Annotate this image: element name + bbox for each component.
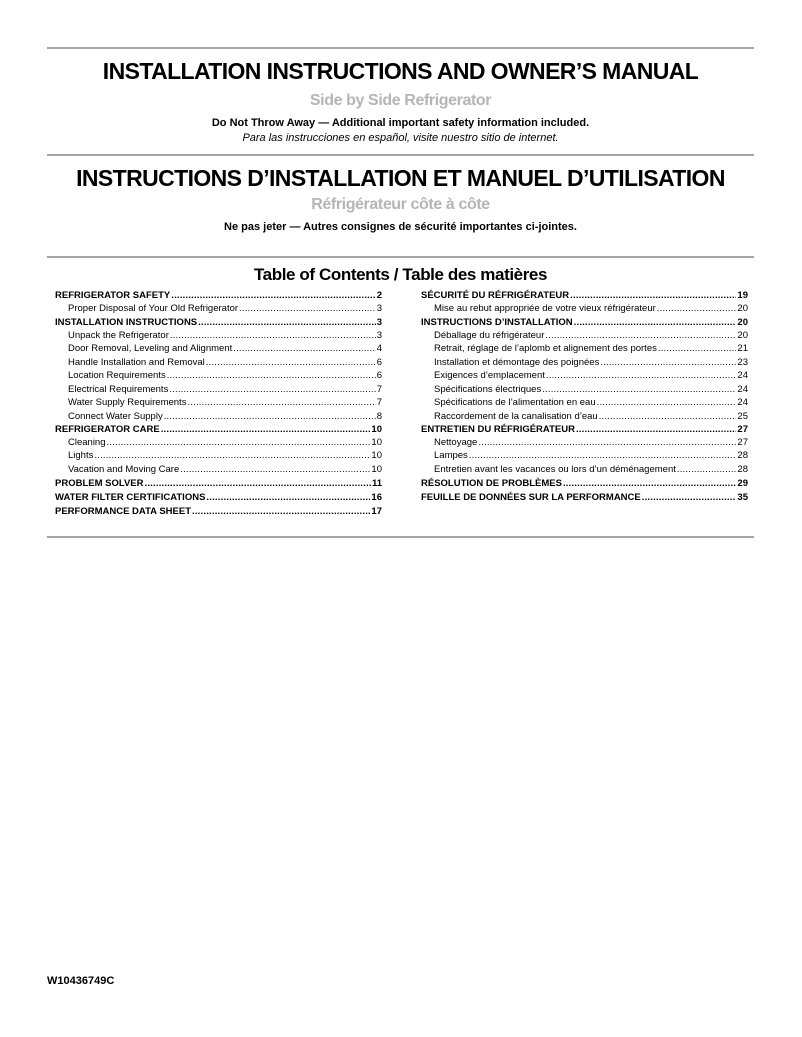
toc-entry-page: 25	[737, 411, 748, 422]
toc-entry-page: 16	[371, 492, 382, 503]
toc-entry-page: 20	[737, 330, 748, 341]
toc-entry[interactable]	[434, 384, 748, 396]
toc-leader-dots	[206, 357, 376, 369]
toc-entry[interactable]	[434, 397, 748, 409]
toc-leader-dots	[597, 397, 737, 409]
toc-entry-text: Electrical Requirements	[68, 384, 169, 395]
toc-entry[interactable]	[434, 330, 748, 342]
toc-entry-page: 24	[737, 397, 748, 408]
toc-entry-page: 35	[737, 492, 748, 503]
toc-entry-text: FEUILLE DE DONNÉES SUR LA PERFORMANCE	[421, 492, 641, 503]
toc-leader-dots	[542, 384, 736, 396]
toc-entry-page: 10	[371, 464, 382, 475]
toc-leader-dots	[169, 384, 375, 396]
toc-entry[interactable]	[434, 411, 748, 423]
toc-entry-page: 7	[376, 397, 382, 408]
toc-leader-dots	[469, 450, 737, 462]
toc-entry[interactable]	[68, 303, 382, 315]
toc-entry-page: 7	[376, 384, 382, 395]
toc-leader-dots	[107, 437, 371, 449]
toc-entry[interactable]	[68, 464, 382, 476]
toc-leader-dots	[570, 290, 736, 302]
toc-entry[interactable]	[68, 343, 382, 355]
toc-entry[interactable]	[421, 424, 748, 436]
toc-entry[interactable]	[434, 450, 748, 462]
toc-entry[interactable]	[55, 424, 382, 436]
toc-entry[interactable]	[68, 330, 382, 342]
toc-leader-dots	[546, 370, 737, 382]
toc-leader-dots	[563, 478, 736, 490]
toc-entry-text: Cleaning	[68, 437, 106, 448]
document-number: W10436749C	[47, 975, 115, 987]
toc-leader-dots	[206, 492, 370, 504]
toc-entry-text: Location Requirements	[68, 370, 166, 381]
toc-entry[interactable]	[55, 492, 382, 504]
toc-entry-text: REFRIGERATOR CARE	[55, 424, 160, 435]
toc-entry-page: 3	[376, 317, 382, 328]
toc-title: Table of Contents / Table des matières	[253, 265, 548, 284]
toc-leader-dots	[657, 303, 737, 315]
toc-entry[interactable]	[434, 303, 748, 315]
toc-entry[interactable]	[434, 357, 748, 369]
toc-entry-text: Door Removal, Leveling and Alignment	[68, 343, 233, 354]
toc-leader-dots	[677, 464, 737, 476]
toc-leader-dots	[576, 424, 736, 436]
toc-entry-page: 8	[376, 411, 382, 422]
bottom-rule	[47, 536, 754, 538]
toc-entry-text: Water Supply Requirements	[68, 397, 187, 408]
toc-leader-dots	[164, 411, 376, 423]
toc-entry-text: Mise au rebut appropriée de votre vieux réfrigérateur	[434, 303, 656, 314]
toc-entry-text: PROBLEM SOLVER	[55, 478, 144, 489]
toc-entry-text: Handle Installation and Removal	[68, 357, 205, 368]
toc-leader-dots	[574, 317, 737, 329]
toc-entry-page: 10	[371, 437, 382, 448]
toc-entry[interactable]	[68, 450, 382, 462]
spanish-note: Para las instrucciones en español, visite nuestro sitio de internet.	[242, 132, 559, 144]
toc-entry-text: ENTRETIEN DU RÉFRIGÉRATEUR	[421, 424, 575, 435]
title-french: INSTRUCTIONS D’INSTALLATION ET MANUEL D’UTILISATION	[76, 165, 725, 191]
toc-leader-dots	[658, 343, 737, 355]
toc-entry-page: 21	[737, 343, 748, 354]
toc-entry-text: REFRIGERATOR SAFETY	[55, 290, 171, 301]
toc-leader-dots	[192, 506, 370, 518]
toc-entry[interactable]	[68, 357, 382, 369]
toc-entry-page: 20	[737, 317, 748, 328]
toc-entry[interactable]	[421, 478, 748, 490]
toc-leader-dots	[187, 397, 375, 409]
middle-rule-1	[47, 154, 754, 156]
toc-entry-page: 20	[737, 303, 748, 314]
toc-leader-dots	[145, 478, 371, 490]
toc-leader-dots	[478, 437, 736, 449]
toc-entry-page: 24	[737, 370, 748, 381]
title-english: INSTALLATION INSTRUCTIONS AND OWNER’S MANUAL	[102, 58, 699, 84]
toc-leader-dots	[94, 450, 370, 462]
toc-entry-text: Déballage du réfrigérateur	[434, 330, 545, 341]
toc-entry[interactable]	[55, 506, 382, 518]
toc-entry-page: 29	[737, 478, 748, 489]
toc-leader-dots	[642, 492, 737, 504]
toc-entry-text: Unpack the Refrigerator	[68, 330, 169, 341]
notice-french: Ne pas jeter — Autres consignes de sécurité importantes ci-jointes.	[224, 221, 577, 233]
toc-entry[interactable]	[434, 343, 748, 355]
toc-entry[interactable]	[421, 317, 748, 329]
toc-entry-text: Lights	[68, 450, 94, 461]
toc-leader-dots	[545, 330, 736, 342]
toc-entry-page: 19	[737, 290, 748, 301]
toc-leader-dots	[198, 317, 376, 329]
subtitle-english: Side by Side Refrigerator	[309, 92, 492, 109]
toc-entry-text: Installation et démontage des poignées	[434, 357, 600, 368]
toc-entry-page: 10	[371, 450, 382, 461]
toc-entry-page: 6	[376, 357, 382, 368]
toc-entry-page: 10	[371, 424, 382, 435]
top-rule	[47, 47, 754, 49]
toc-entry-text: RÉSOLUTION DE PROBLÈMES	[421, 478, 562, 489]
toc-entry-page: 2	[376, 290, 382, 301]
toc-entry[interactable]	[68, 384, 382, 396]
toc-entry-text: SÉCURITÉ DU RÉFRIGÉRATEUR	[421, 290, 570, 301]
toc-leader-dots	[599, 411, 737, 423]
toc-entry-text: Vacation and Moving Care	[68, 464, 180, 475]
toc-entry-page: 17	[371, 506, 382, 517]
toc-entry-page: 3	[376, 303, 382, 314]
toc-leader-dots	[167, 370, 376, 382]
toc-entry[interactable]	[68, 397, 382, 409]
toc-entry-page: 28	[737, 450, 748, 461]
toc-leader-dots	[239, 303, 376, 315]
middle-rule-2	[47, 256, 754, 258]
toc-entry-page: 24	[737, 384, 748, 395]
toc-entry-text: Raccordement de la canalisation d’eau	[434, 411, 598, 422]
toc-entry-text: WATER FILTER CERTIFICATIONS	[55, 492, 206, 503]
toc-entry[interactable]	[55, 317, 382, 329]
toc-entry[interactable]	[55, 478, 382, 490]
toc-entry-page: 4	[376, 343, 382, 354]
toc-entry[interactable]	[68, 370, 382, 382]
toc-entry[interactable]	[434, 437, 748, 449]
toc-entry-text: INSTALLATION INSTRUCTIONS	[55, 317, 198, 328]
toc-entry[interactable]	[68, 411, 382, 423]
toc-entry-text: Lampes	[434, 450, 468, 461]
toc-entry-text: PERFORMANCE DATA SHEET	[55, 506, 191, 517]
toc-leader-dots	[170, 330, 376, 342]
toc-entry-text: Spécifications de l’alimentation en eau	[434, 397, 596, 408]
toc-entry-text: Connect Water Supply	[68, 411, 163, 422]
toc-entry[interactable]	[434, 464, 748, 476]
toc-leader-dots	[161, 424, 371, 436]
toc-entry[interactable]	[68, 437, 382, 449]
toc-leader-dots	[233, 343, 375, 355]
toc-entry-text: Proper Disposal of Your Old Refrigerator	[68, 303, 239, 314]
toc-entry-text: Nettoyage	[434, 437, 478, 448]
toc-entry[interactable]	[421, 290, 748, 302]
toc-entry-text: Retrait, réglage de l’aplomb et alignement des portes	[434, 343, 657, 354]
toc-entry[interactable]	[434, 370, 748, 382]
toc-entry-page: 28	[737, 464, 748, 475]
toc-entry-page: 6	[376, 370, 382, 381]
notice-english: Do Not Throw Away — Additional important safety information included.	[211, 117, 590, 129]
toc-entry-page: 27	[737, 424, 748, 435]
toc-entry-text: INSTRUCTIONS D’INSTALLATION	[421, 317, 573, 328]
toc-leader-dots	[180, 464, 370, 476]
toc-entry-page: 27	[737, 437, 748, 448]
toc-leader-dots	[171, 290, 375, 302]
toc-entry-text: Exigences d’emplacement	[434, 370, 545, 381]
toc-leader-dots	[600, 357, 736, 369]
toc-entry[interactable]	[421, 492, 748, 504]
toc-entry[interactable]	[55, 290, 382, 302]
toc-entry-page: 11	[371, 478, 382, 489]
toc-entry-page: 23	[737, 357, 748, 368]
subtitle-french: Réfrigérateur côte à côte	[311, 196, 490, 213]
toc-entry-page: 3	[376, 330, 382, 341]
toc-entry-text: Spécifications électriques	[434, 384, 542, 395]
toc-entry-text: Entretien avant les vacances ou lors d’un déménagement	[434, 464, 676, 475]
